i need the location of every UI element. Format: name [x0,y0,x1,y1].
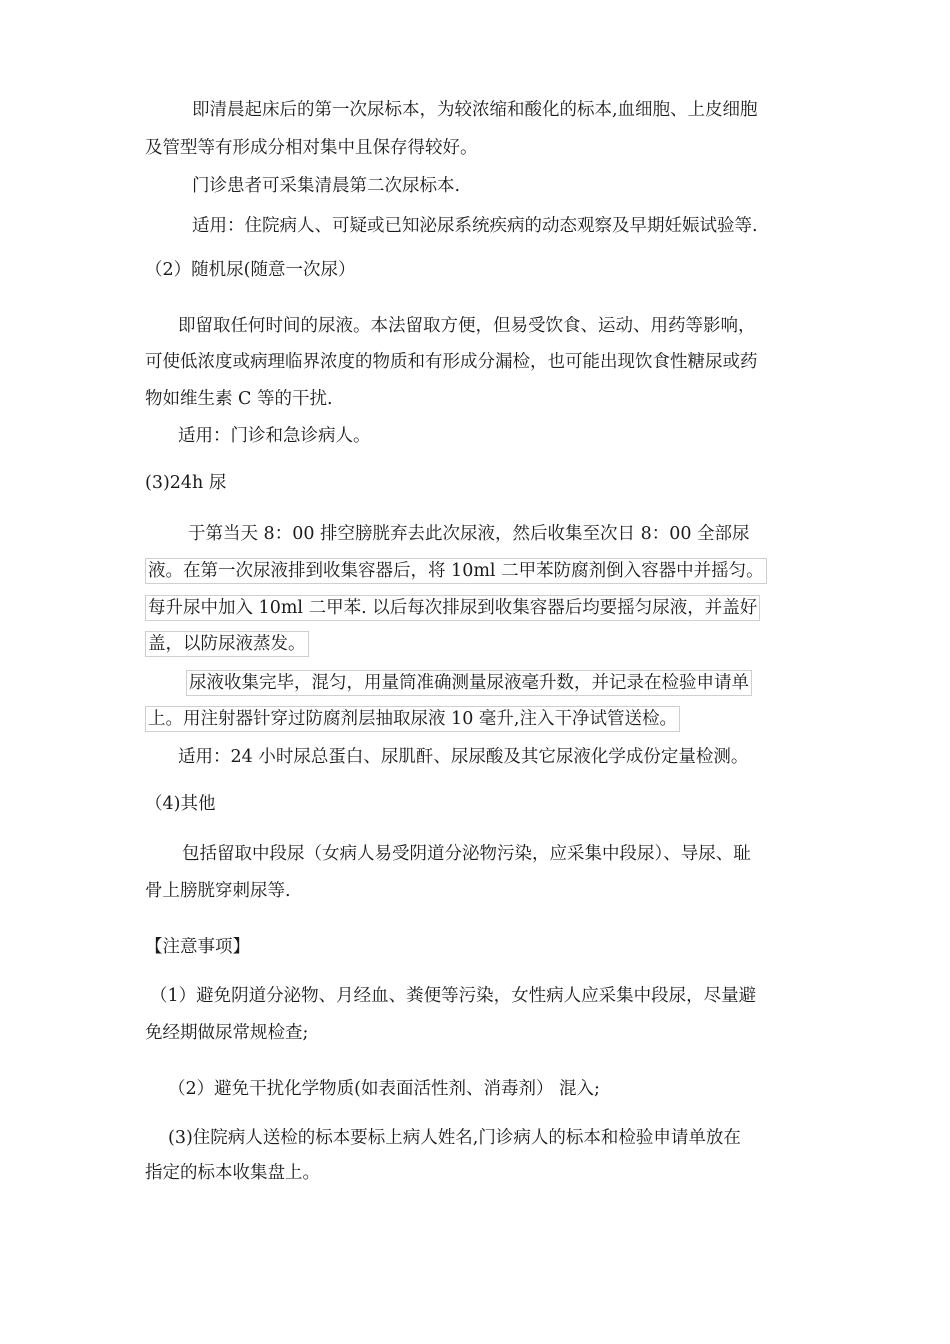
other-heading: （4)其他 [145,794,216,814]
urine-24h-text-line-4: 盖，以防尿液蒸发。 [145,631,309,657]
notes-item-2: （2）避免干扰化学物质(如表面活性剂、消毒剂） 混入; [168,1079,600,1099]
urine-24h-text-line-3: 每升尿中加入 10ml 二甲苯. 以后每次排尿到收集容器后均要摇匀尿液，并盖好 [145,595,760,621]
random-urine-text-line-1: 即留取任何时间的尿液。本法留取方便，但易受饮食、运动、用药等影响， [178,316,756,336]
morning-urine-text-line-2: 及管型等有形成分相对集中且保存得较好。 [145,138,478,158]
urine-24h-text-line-5: 尿液收集完毕，混匀，用量筒准确测量尿液毫升数，并记录在检验申请单 [186,670,752,696]
urine-24h-text-line-1: 于第当天 8：00 排空膀胱弃去此次尿液，然后收集至次日 8：00 全部尿 [188,524,750,544]
notes-item-3-line-2: 指定的标本收集盘上。 [145,1163,320,1183]
random-urine-text-line-3: 物如维生素 C 等的干扰. [145,389,333,409]
urine-24h-applicable: 适用：24 小时尿总蛋白、尿肌酐、尿尿酸及其它尿液化学成份定量检测。 [178,747,749,767]
urine-24h-text-line-2: 液。在第一次尿液排到收集容器后，将 10ml 二甲苯防腐剂倒入容器中并摇匀。 [145,558,767,584]
morning-urine-text-line-1: 即清晨起床后的第一次尿标本，为较浓缩和酸化的标本,血细胞、上皮细胞 [192,100,758,120]
other-text-line-1: 包括留取中段尿（女病人易受阴道分泌物污染，应采集中段尿）、导尿、耻 [182,844,751,864]
notes-item-1-line-1: （1）避免阴道分泌物、月经血、粪便等污染，女性病人应采集中段尿，尽量避 [150,986,757,1006]
urine-24h-text-line-6: 上。用注射器针穿过防腐剂层抽取尿液 10 毫升,注入干净试管送检。 [145,706,680,732]
notes-item-3-line-1: (3)住院病人送检的标本要标上病人姓名,门诊病人的标本和检验申请单放在 [168,1128,741,1148]
random-urine-applicable: 适用：门诊和急诊病人。 [178,426,371,446]
urine-24h-heading: (3)24h 尿 [145,473,227,493]
random-urine-text-line-2: 可使低浓度或病理临界浓度的物质和有形成分漏检，也可能出现饮食性糖尿或药 [145,352,758,372]
notes-item-1-line-2: 免经期做尿常规检查; [145,1023,309,1043]
morning-urine-applicable: 适用：住院病人、可疑或已知泌尿系统疾病的动态观察及早期妊娠试验等. [192,216,758,236]
notes-heading: 【注意事项】 [145,937,250,957]
other-text-line-2: 骨上膀胱穿刺尿等. [145,881,291,901]
outpatient-note: 门诊患者可采集清晨第二次尿标本. [192,176,461,196]
random-urine-heading: （2）随机尿(随意一次尿） [145,260,356,280]
